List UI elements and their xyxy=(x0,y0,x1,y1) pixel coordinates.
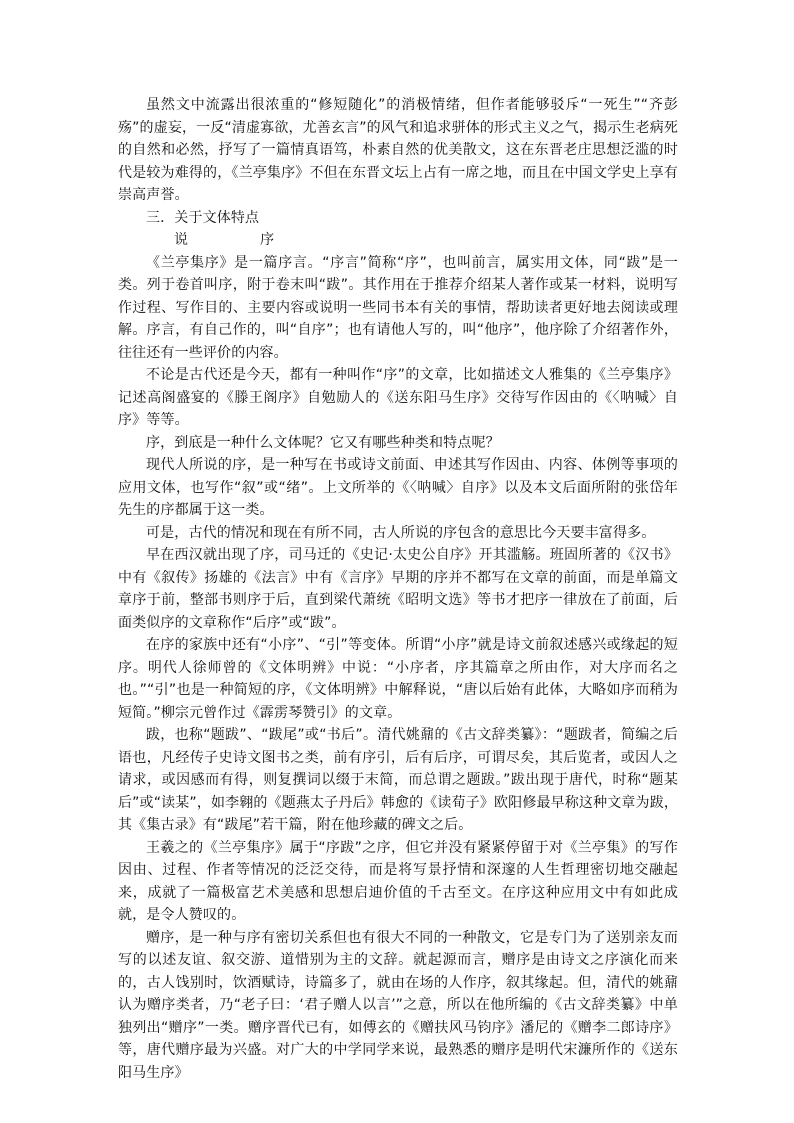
section-subheading xyxy=(118,229,678,252)
body-paragraph: 不论是古代还是今天，都有一种叫作“序”的文章，比如描述文人雅集的《兰亭集序》记述高阁盛宴的《滕王阁序》自勉励人的《送东阳马生序》交待写作因由的《〈呐喊〉自序》等等。 xyxy=(118,367,678,428)
document-page xyxy=(118,94,678,1084)
section-heading: 三．关于文体特点 xyxy=(146,209,260,226)
body-paragraph: 《兰亭集序》是一篇序言。“序言”简称“序”，也叫前言，属实用文体，同“跋”是一类。列于卷首叫序，附于卷末叫“跋”。其作用在于推荐介绍某人著作或某一材料，说明写作过程、写作目的、主要内容或说明一些同书本有关的事情，帮助读者更好地去阅读或理解。序言，有自己作的，叫“自序”；也有请他人写的，叫“他序”，他序除了介绍著作外，往往还有一些评价的内容。 xyxy=(118,254,678,361)
subheading-left: 说 xyxy=(174,232,189,248)
intro-paragraph: 虽然文中流露出很浓重的“修短随化”的消极情绪，但作者能够驳斥“一死生”“齐彭殇”的虚妄，一反“清虚寡欲，尤善玄言”的风气和追求骈体的形式主义之气，揭示生老病死的自然和必然，抒写了一篇情真语笃，朴素自然的优美散文，这在东晋老庄思想泛滥的时代是较为难得的，《兰亭集序》不但在东晋文坛上占有一席之地，而且在中国文学史上享有崇高声誉。 xyxy=(118,97,678,203)
body-paragraph: 现代人所说的序，是一种写在书或诗文前面、申述其写作因由、内容、体例等事项的应用文体，也写作“叙”或“绪”。上文所举的《〈呐喊〉自序》以及本文后面所附的张岱年先生的序都属于这一类。 xyxy=(118,457,678,518)
subheading-right: 序 xyxy=(260,232,275,248)
body-paragraph: 在序的家族中还有“小序”、“引”等变体。所谓“小序”就是诗文前叙述感兴或缘起的短序。明代人徐师曾的《文体明辨》中说：“小序者，序其篇章之所由作，对大序而名之也。”“引”也是一种简短的序，《文体明辨》中解释说，“唐以后始有此体，大略如序而稍为短简。”柳宗元曾作过《霹雳琴赞引》的文章。 xyxy=(118,637,678,721)
body-paragraph: 早在西汉就出现了序，司马迁的《史记·太史公自序》开其滥觞。班固所著的《汉书》中有《叙传》扬雄的《法言》中有《言序》早期的序并不都写在文章的前面，而是单篇文章序于前，整部书则序于后，直到梁代萧统《昭明文选》等书才把序一律放在了前面，后面类似序的文章称作“后序”或“跋”。 xyxy=(118,547,678,631)
body-paragraph: 序，到底是一种什么文体呢？它又有哪些种类和特点呢？ xyxy=(146,434,500,451)
body-paragraph: 赠序，是一种与序有密切关系但也有很大不同的一种散文，它是专门为了送别亲友而写的以述友谊、叙交游、道惜别为主的文辞。就起源而言，赠序是由诗文之序演化而来的，古人饯别时，饮酒赋诗，诗篇多了，就由在场的人作序，叙其缘起。但，清代的姚鼐认为赠序类者，乃“老子曰：‘君子赠人以言’”之意，所以在他所编的《古文辞类纂》中单独列出“赠序”一类。赠序晋代已有，如傅玄的《赠扶风马钧序》潘尼的《赠李二郎诗序》等，唐代赠序最为兴盛。对广大的中学同学来说，最熟悉的赠序是明代宋濂所作的《送东阳马生序》 xyxy=(118,929,678,1081)
body-paragraph: 可是，古代的情况和现在有所不同，古人所说的序包含的意思比今天要丰富得多。 xyxy=(146,524,656,541)
body-paragraph: 王羲之的《兰亭集序》属于“序跋”之序，但它并没有紧紧停留于对《兰亭集》的写作因由、过程、作者等情况的泛泛交待，而是将写景抒情和深邃的人生哲理密切地交融起来，成就了一篇极富艺术美感和思想启迪价值的千古至文。在序这种应用文中有如此成就，是令人赞叹的。 xyxy=(118,839,678,923)
body-paragraph: 跋，也称“题跋”、“跋尾”或“书后”。清代姚鼐的《古文辞类纂》：“题跋者，简编之后语也，凡经传子史诗文图书之类，前有序引，后有后序，可谓尽矣，其后览者，或因人之请求，或因感而有得，则复撰词以缀于末简，而总谓之题跋。”跋出现于唐代，时称“题某后”或“读某”，如李翱的《题燕太子丹后》韩愈的《读荀子》欧阳修最早称这种文章为跋，其《集古录》有“跋尾”若干篇，附在他珍藏的碑文之后。 xyxy=(118,727,678,833)
